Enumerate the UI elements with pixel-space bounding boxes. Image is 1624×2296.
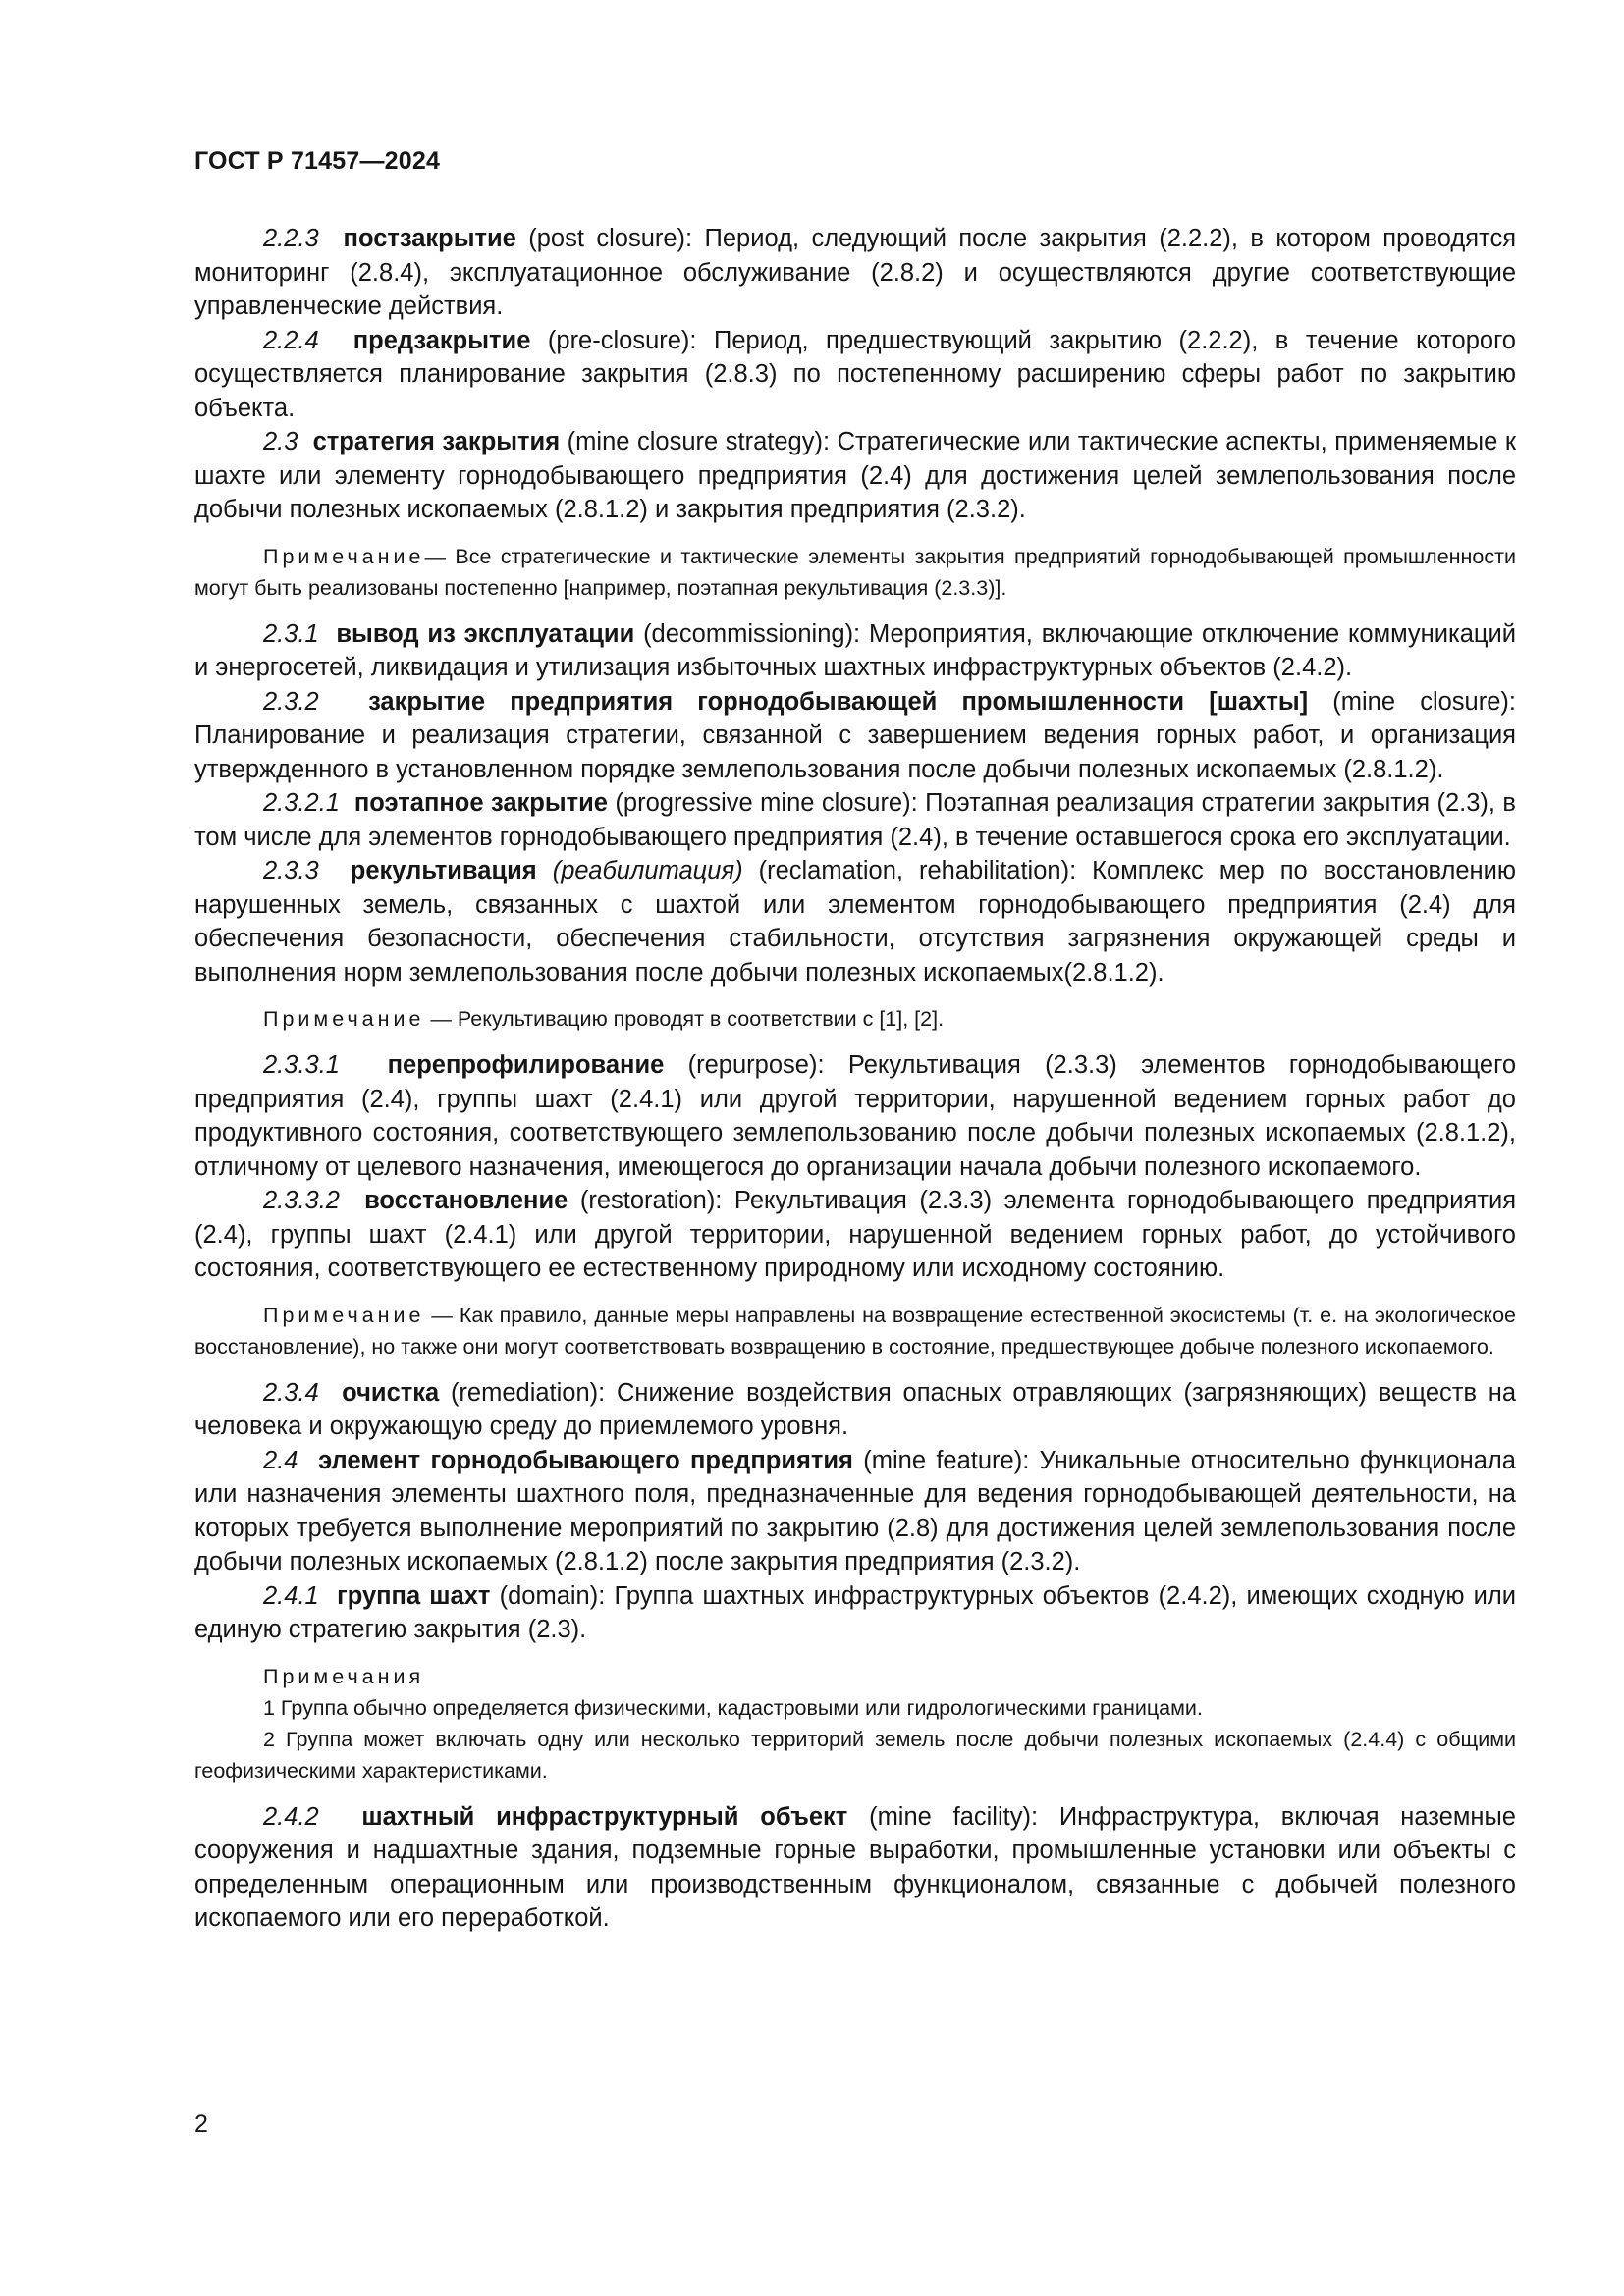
term-paragraph <box>194 1184 1516 1286</box>
term-definition: (restoration): Рекультивация (2.3.3) элемента горнодобывающего предприятия (2.4), группы шахт (2.4.1) или другой территории, нарушенной ведением горных работ, до устойчивого состояния, соответствующего ее естественному природному или исходному состоянию. <box>194 1187 1516 1282</box>
note-text: — Все стратегические и тактические элементы закрытия предприятий горнодобывающей промышленности могут быть реализованы постепенно [например, поэтапная рекультивация (2.3.3)]. <box>194 544 1516 600</box>
term-paragraph <box>194 324 1516 426</box>
document-body <box>194 222 1516 1936</box>
term-definition: (mine closure strategy): Стратегические или тактические аспекты, применяемые к шахте или элементу горнодобывающего предприятия (2.4) для достижения целей землепользования после добычи полезных ископаемых (2.8.1.2) и закрытия предприятия (2.3.2). <box>194 428 1516 523</box>
term-number: 2.4.1 <box>263 1581 319 1610</box>
term-title: поэтапное закрытие <box>353 789 608 817</box>
note-item: 1 Группа обычно определяется физическими, кадастровыми или гидрологическими границами. <box>263 1695 1203 1720</box>
term-paragraph <box>194 1048 1516 1184</box>
term-title: очистка <box>342 1378 440 1407</box>
term-definition: (progressive mine closure): Поэтапная реализация стратегии закрытия (2.3), в том числе для элементов горнодобывающего предприятия (2.4), в течение оставшегося срока его эксплуатации. <box>194 789 1516 851</box>
term-number: 2.3 <box>263 428 298 455</box>
term-title: рекультивация <box>350 857 537 884</box>
note-label: Примечание <box>263 1303 425 1327</box>
page-number: 2 <box>194 2110 208 2138</box>
term-title: перепрофилирование <box>387 1051 665 1079</box>
term-definition: (mine closure): Планирование и реализация стратегии, связанной с завершением ведения горных работ, и организация утвержденного в установленном порядке землепользования после добычи полезных ископаемых (2.8.1.2). <box>194 687 1516 783</box>
note <box>194 1003 1516 1035</box>
notes-label: Примечания <box>263 1664 425 1688</box>
term-paragraph <box>194 425 1516 527</box>
term-definition: (repurpose): Рекультивация (2.3.3) элементов горнодобывающего предприятия (2.4), группы шахт (2.4.1) или другой территории, нарушенной ведением горных работ до продуктивного состояния, соответствующего землепользованию после добычи полезных ископаемых (2.8.1.2), отличному от целевого назначения, имеющегося до организации начала добычи полезного ископаемого. <box>194 1051 1516 1181</box>
term-paragraph <box>194 1444 1516 1579</box>
term-number: 2.3.3.2 <box>263 1187 340 1214</box>
term-definition: (mine facility): Инфраструктура, включая наземные сооружения и надшахтные здания, подземные горные выработки, промышленные установки или объекты с определенным операционным или производственным функционалом, связанные с добычей полезного ископаемого или его переработкой. <box>194 1802 1516 1932</box>
term-title: элемент горнодобывающего предприятия <box>318 1446 853 1474</box>
term-paragraph <box>194 685 1516 787</box>
term-number: 2.2.4 <box>263 326 319 354</box>
term-number: 2.3.3 <box>263 857 319 884</box>
term-paragraph <box>194 854 1516 989</box>
term-definition: (reclamation, rehabilitation): Комплекс мер по восстановлению нарушенных земель, связанных с шахтой или элементом горнодобывающего предприятия (2.4) для обеспечения безопасности, обеспечения стабильности, отсутствия загрязнения окружающей среды и выполнения норм землепользования после добычи полезных ископаемых(2.8.1.2). <box>194 857 1517 987</box>
term-definition: (decommissioning): Мероприятия, включающие отключение коммуникаций и энергосетей, ликвидация и утилизация избыточных шахтных инфраструктурных объектов (2.4.2). <box>194 619 1516 681</box>
notes-heading <box>194 1661 1516 1692</box>
term-title: стратегия закрытия <box>312 428 561 455</box>
term-number: 2.2.3 <box>263 225 319 252</box>
note-text: — Рекультивацию проводят в соответствии с [1], [2]. <box>424 1007 945 1031</box>
term-title: группа шахт <box>337 1581 491 1610</box>
note-item: 2 Группа может включать одну или несколько территорий земель после добычи полезных ископаемых (2.4.4) с общими геофизическими характеристиками. <box>194 1727 1516 1783</box>
note-label: Примечание <box>263 544 425 568</box>
term-definition: (pre-closure): Период, предшествующий закрытию (2.2.2), в течение которого осуществляется планирование закрытия (2.8.3) по постепенному расширению сферы работ по закрытию объекта. <box>194 326 1516 422</box>
term-paragraph <box>194 617 1516 685</box>
term-paragraph <box>194 222 1516 324</box>
term-definition: (domain): Группа шахтных инфраструктурных объектов (2.4.2), имеющих сходную или единую стратегию закрытия (2.3). <box>194 1581 1516 1643</box>
term-number: 2.3.4 <box>263 1378 319 1407</box>
term-number: 2.4.2 <box>263 1802 319 1831</box>
term-paragraph <box>194 1376 1516 1444</box>
term-definition: (mine feature): Уникальные относительно функционала или назначения элементы шахтного поля, предназначенные для ведения горнодобывающей деятельности, на которых требуется выполнение мероприятий по закрытию (2.8) для достижения целей землепользования после добычи полезных ископаемых (2.8.1.2) после закрытия предприятия (2.3.2). <box>194 1446 1516 1575</box>
term-title: постзакрытие <box>343 225 516 252</box>
term-number: 2.3.2 <box>263 687 319 716</box>
note-label: Примечание <box>263 1007 425 1031</box>
term-title: предзакрытие <box>352 326 531 354</box>
term-alt-title: (реабилитация) <box>536 857 743 884</box>
term-paragraph <box>194 1579 1516 1647</box>
term-number: 2.3.2.1 <box>263 789 340 817</box>
note <box>194 541 1516 604</box>
note-text: — Как правило, данные меры направлены на возвращение естественной экосистемы (т. е. на экологическое восстановление), но также они могут соответствовать возвращению в состояние, предшествующее добыче полезного ископаемого. <box>194 1303 1516 1359</box>
term-definition: (remediation): Снижение воздействия опасных отравляющих (загрязняющих) веществ на человека и окружающую среду до приемлемого уровня. <box>194 1378 1517 1440</box>
term-paragraph <box>194 786 1516 854</box>
term-title: вывод из эксплуатации <box>336 619 635 648</box>
term-title: восстановление <box>364 1187 568 1214</box>
term-definition: (post closure): Период, следующий после закрытия (2.2.2), в котором проводятся мониторинг (2.8.4), эксплуатационное обслуживание (2.8.2) и осуществляются другие соответствующие управленческие действия. <box>194 225 1517 320</box>
term-number: 2.3.1 <box>263 619 319 648</box>
note <box>194 1300 1516 1362</box>
term-number: 2.3.3.1 <box>263 1051 340 1079</box>
term-title: шахтный инфраструктурный объект <box>361 1802 848 1831</box>
term-paragraph <box>194 1800 1516 1936</box>
term-number: 2.4 <box>263 1446 298 1474</box>
term-title: закрытие предприятия горнодобывающей промышленности [шахты] <box>368 687 1309 716</box>
document-header: ГОСТ Р 71457—2024 <box>194 147 441 175</box>
